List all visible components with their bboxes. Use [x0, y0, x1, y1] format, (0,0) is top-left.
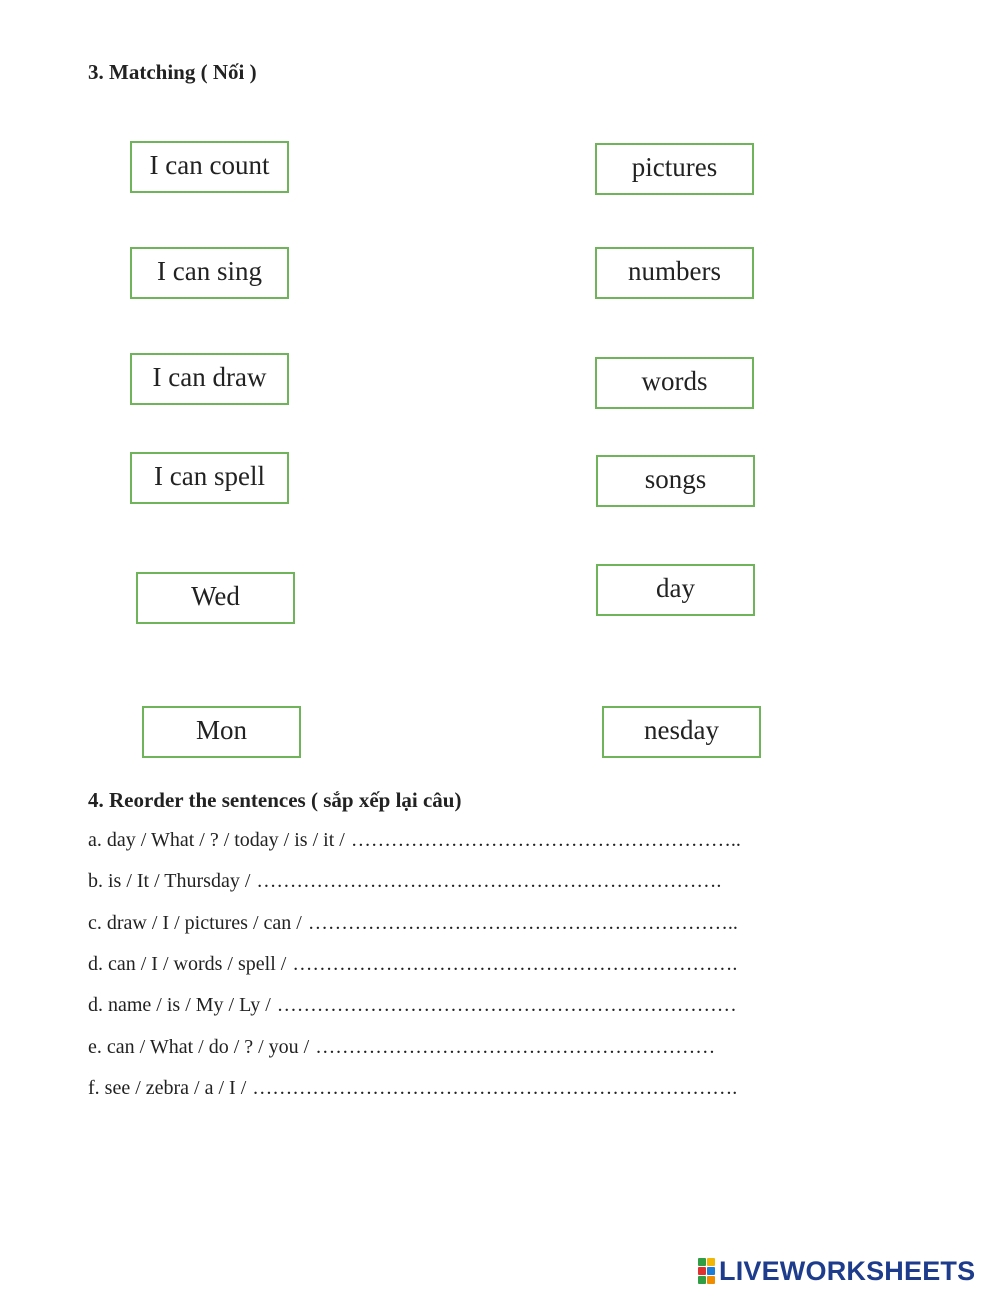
reorder-sentence: [88, 870, 721, 893]
reorder-sentence: [88, 953, 737, 976]
reorder-sentence: [88, 1077, 737, 1100]
match-left-item[interactable]: I can spell: [130, 452, 289, 504]
match-right-item[interactable]: nesday: [602, 706, 761, 758]
match-left-item[interactable]: Mon: [142, 706, 301, 758]
matching-heading: 3. Matching ( Nối ): [88, 60, 257, 84]
answer-field[interactable]: ……………………………………………………: [315, 1036, 716, 1058]
match-left-item[interactable]: I can draw: [130, 353, 289, 405]
match-right-item[interactable]: numbers: [595, 247, 754, 299]
logo-square: [707, 1276, 715, 1284]
answer-field[interactable]: ………………………………………………………….: [292, 953, 738, 975]
sentence-prompt: e. can / What / do / ? / you /: [88, 1036, 310, 1058]
sentence-prompt: b. is / It / Thursday /: [88, 870, 251, 892]
answer-field[interactable]: ……………………………………………………………….: [252, 1077, 738, 1099]
answer-field[interactable]: ………………………………………………………..: [307, 912, 738, 934]
reorder-sentence: [88, 829, 741, 852]
liveworksheets-brand: [698, 1254, 975, 1288]
brand-name: LIVEWORKSHEETS: [719, 1255, 976, 1286]
match-right-item[interactable]: day: [596, 564, 755, 616]
logo-square: [698, 1267, 706, 1275]
answer-field[interactable]: …………………………………………………………….: [256, 870, 722, 892]
reorder-sentence: [88, 1036, 715, 1059]
match-left-item[interactable]: I can sing: [130, 247, 289, 299]
match-left-item[interactable]: I can count: [130, 141, 289, 193]
match-right-item[interactable]: words: [595, 357, 754, 409]
sentence-prompt: d. can / I / words / spell /: [88, 953, 287, 975]
reorder-sentence: [88, 994, 737, 1017]
logo-square: [698, 1276, 706, 1284]
sentence-prompt: d. name / is / My / Ly /: [88, 994, 271, 1016]
sentence-prompt: f. see / zebra / a / I /: [88, 1077, 247, 1099]
liveworksheets-logo-icon: [698, 1258, 715, 1284]
answer-field[interactable]: …………………………………………………..: [350, 829, 741, 851]
reorder-heading: 4. Reorder the sentences ( sắp xếp lại câu): [88, 788, 462, 812]
logo-square: [707, 1267, 715, 1275]
logo-square: [698, 1258, 706, 1266]
sentence-prompt: a. day / What / ? / today / is / it /: [88, 829, 345, 851]
match-right-item[interactable]: pictures: [595, 143, 754, 195]
answer-field[interactable]: ……………………………………………………………: [276, 994, 737, 1016]
match-right-item[interactable]: songs: [596, 455, 755, 507]
match-left-item[interactable]: Wed: [136, 572, 295, 624]
reorder-sentence: [88, 912, 738, 935]
logo-square: [707, 1258, 715, 1266]
sentence-prompt: c. draw / I / pictures / can /: [88, 912, 302, 934]
